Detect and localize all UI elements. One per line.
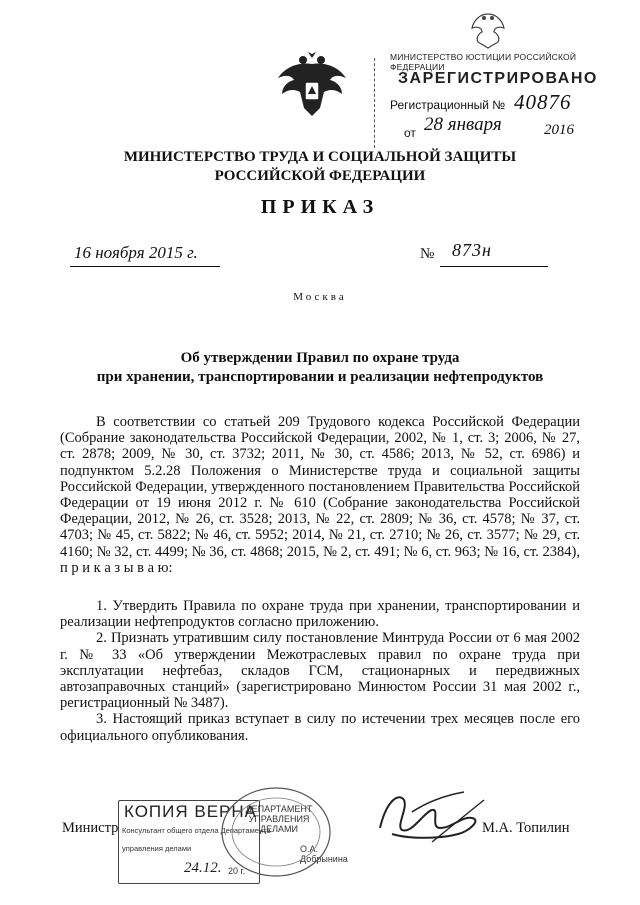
order-number: 873н [452,240,492,260]
copy-stamp-title: КОПИЯ ВЕРНА [124,802,258,821]
copy-stamp-year: 20 г. [228,866,246,876]
copy-stamp-department: управления делами [122,844,192,853]
registration-date-value: 28 января [424,114,502,135]
order-date: 16 ноября 2015 г. [74,243,198,262]
order-item-2: 2. Признать утратившим силу постановление Минтруда России от 6 мая 2002 г. № 33 «Об утверждении Межотраслевых правил по охране труда при эксплуатации нефтебаз, складов ГСМ, стационарных и передвижных автозаправочных станций» (зарегистрировано Минюстом России 31 мая 2002 г., регистрационный № 3487). [60,630,580,712]
registration-year: 2016 [544,122,574,138]
ministry-line-1: МИНИСТЕРСТВО ТРУДА И СОЦИАЛЬНОЙ ЗАЩИТЫ [123,149,517,165]
registration-stamp [368,6,630,150]
order-item-3: 3. Настоящий приказ вступает в силу по истечении трех месяцев после его официального опубликования. [60,711,580,744]
registration-ministry: МИНИСТЕРСТВО ЮСТИЦИИ РОССИЙСКОЙ ФЕДЕРАЦИИ [390,52,577,72]
subject-line-1: Об утверждении Правил по охране труда [180,350,460,366]
registration-number-value: 40876 [514,90,572,114]
registration-title: ЗАРЕГИСТРИРОВАНО [398,70,598,87]
ministry-line-2: РОССИЙСКОЙ ФЕДЕРАЦИИ [214,168,426,184]
copy-stamp-date: 24.12. [184,860,222,876]
department-seal-text: ДЕПАРТАМЕНТ УПРАВЛЕНИЯ ДЕЛАМИ [245,804,313,834]
registration-number-label: Регистрационный № [390,98,506,112]
registration-date-label: от [404,126,416,140]
coat-of-arms-icon [272,44,352,124]
order-subject [60,349,580,387]
handwritten-signature-icon [372,782,492,852]
copy-stamp-signer: О.А. Добрынина [300,844,348,864]
number-underline [440,266,548,267]
document-type: ПРИКАЗ [260,196,380,218]
order-items [60,598,580,744]
ministry-heading [60,148,580,186]
city: Москва [293,291,347,303]
signer-name: М.А. Топилин [482,820,570,836]
department-seal [218,784,334,880]
preamble-paragraph: В соответствии со статьей 209 Трудового кодекса Российской Федерации (Собрание законодательства Российской Федерации, 2002, № 1, ст. 3; 2006, № 27, ст. 2878; 2009, № 30, ст. 3732; 2011, № 30, ст. 4586; 2013, № 52, ст. 6986) и подпунктом 5.2.28 Положения о Министерстве труда и социальной защиты Российской Федерации, утвержденного постановлением Правительства Российской Федерации от 19 июня 2012 г. № 610 (Собрание законодательства Российской Федерации, 2012, № 26, ст. 3528; 2013, № 22, ст. 2809; № 36, ст. 4578; № 37, ст. 4703; № 45, ст. 5822; № 46, ст. 5952; 2014, № 21, ст. 2710; № 26, ст. 3577; № 29, ст. 4160; № 32, ст. 4499; № 36, ст. 4868; 2015, № 2, ст. 491; № 6, ст. 963; № 16, ст. 2384), п р и к а з ы в а ю: [60,414,580,576]
copy-stamp-position: Консультант общего отдела Департамента [122,826,271,835]
order-item-1: 1. Утвердить Правила по охране труда при хранении, транспортировании и реализации нефтепродуктов согласно приложению. [60,598,580,631]
date-underline [70,266,220,267]
number-sign: № [420,246,435,262]
preamble [60,414,580,576]
justice-seal-icon [464,6,512,54]
signer-title: Министр [62,820,119,836]
subject-line-2: при хранении, транспортировании и реализации нефтепродуктов [96,369,544,385]
stamp-border [374,58,375,148]
